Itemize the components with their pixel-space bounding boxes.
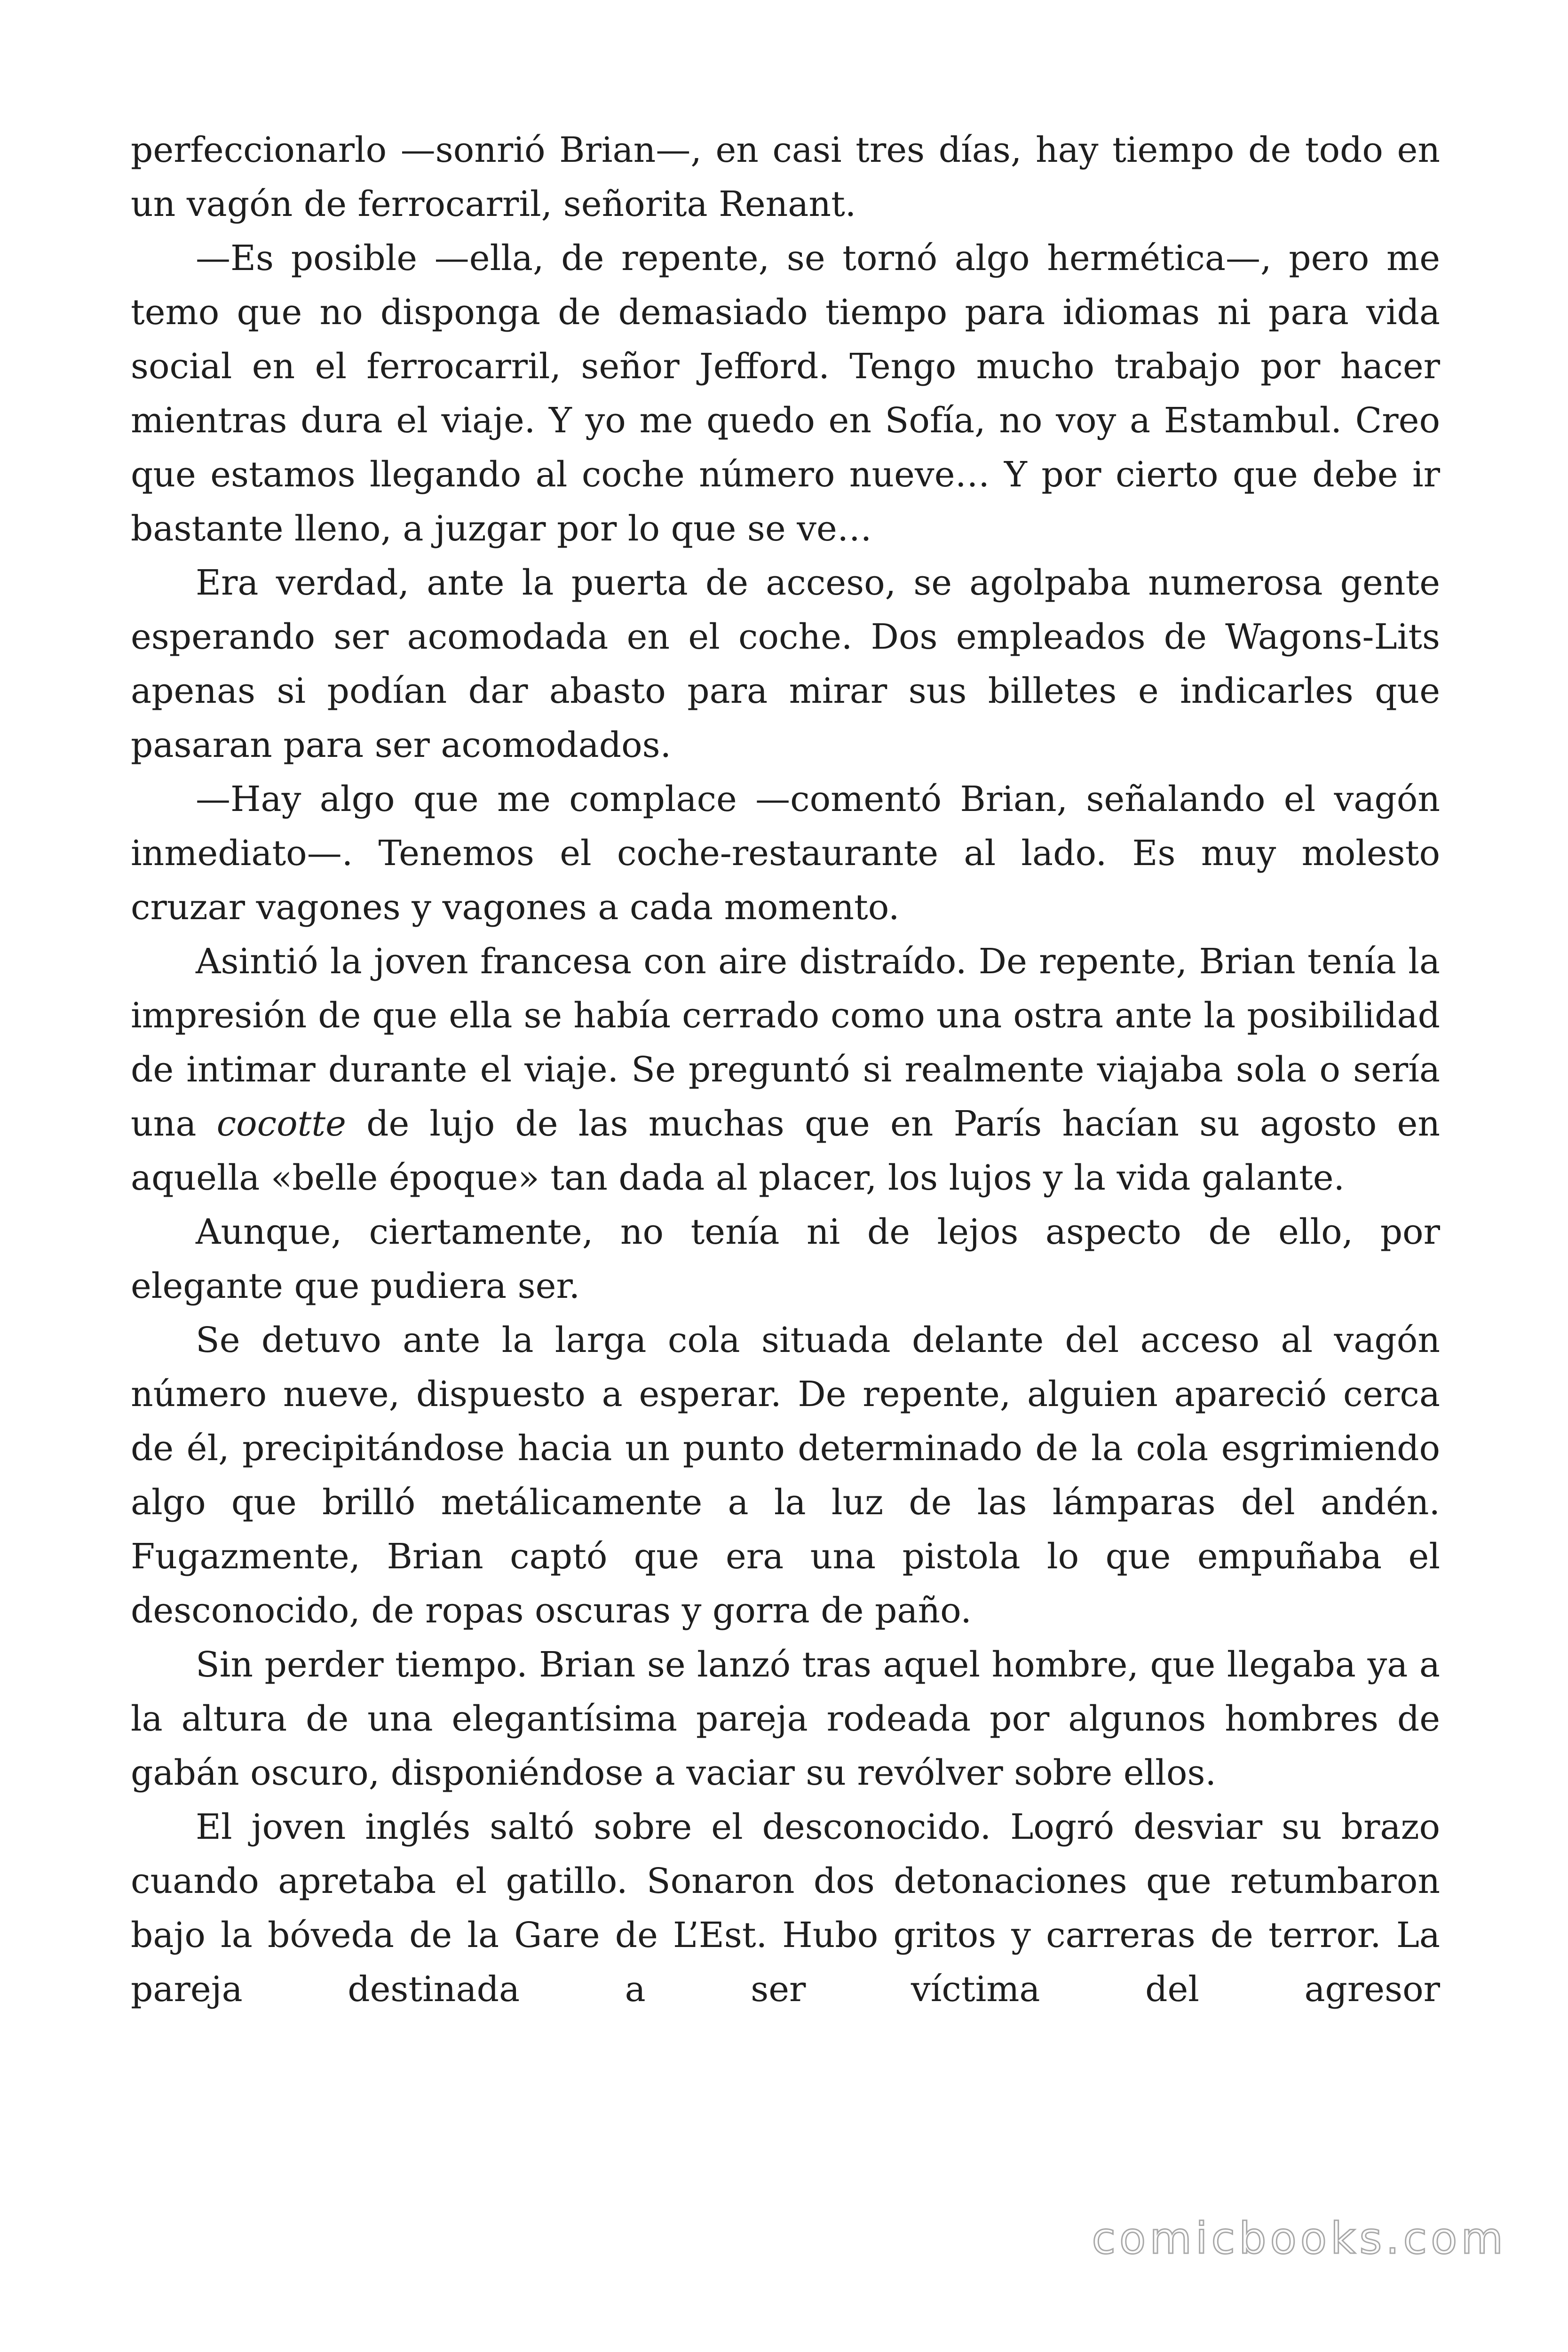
paragraph-5-text-before: Asintió la joven francesa con aire distraído. De repente, Brian tenía la impresión de que ella se había cerrado como una ostra ante la posibilidad de intimar durante el viaje. Se preguntó si realmente viajaba sola o sería una xyxy=(131,941,1440,1144)
paragraph-7: Se detuvo ante la larga cola situada delante del acceso al vagón número nueve, dispuesto a esperar. De repente, alguien apareció cerca de él, precipitándose hacia un punto determinado de la cola esgrimiendo algo que brilló metálicamente a la luz de las lámparas del andén. Fugazmente, Brian captó que era una pistola lo que empuñaba el desconocido, de ropas oscuras y gorra de paño. xyxy=(131,1320,1440,1631)
watermark: comicbooks.com xyxy=(1092,2213,1507,2264)
paragraph-5 xyxy=(131,935,1440,1205)
paragraph-5-emphasis: cocotte xyxy=(216,1104,346,1144)
paragraph-8: Sin perder tiempo. Brian se lanzó tras aquel hombre, que llegaba ya a la altura de una elegantísima pareja rodeada por algunos hombres de gabán oscuro, disponiéndose a vaciar su revólver sobre ellos. xyxy=(131,1645,1440,1793)
paragraph-4: —Hay algo que me complace —comentó Brian, señalando el vagón inmediato—. Tenemos el coche-restaurante al lado. Es muy molesto cruzar vagones y vagones a cada momento. xyxy=(131,779,1440,928)
paragraph-2: —Es posible —ella, de repente, se tornó algo hermética—, pero me temo que no disponga de demasiado tiempo para idiomas ni para vida social en el ferrocarril, señor Jefford. Tengo mucho trabajo por hacer mientras dura el viaje. Y yo me quedo en Sofía, no voy a Estambul. Creo que estamos llegando al coche número nueve… Y por cierto que debe ir bastante lleno, a juzgar por lo que se ve… xyxy=(131,238,1440,549)
page-text-block xyxy=(131,123,1440,2017)
paragraph-5-text-after: de lujo de las muchas que en París hacían su agosto en aquella «belle époque» tan dada al placer, los lujos y la vida galante. xyxy=(131,1104,1440,1198)
paragraph-1: perfeccionarlo —sonrió Brian—, en casi tres días, hay tiempo de todo en un vagón de ferrocarril, señorita Renant. xyxy=(131,130,1440,224)
paragraph-9: El joven inglés saltó sobre el desconocido. Logró desviar su brazo cuando apretaba el gatillo. Sonaron dos detonaciones que retumbaron bajo la bóveda de la Gare de L’Est. Hubo gritos y carreras de terror. La pareja destinada a ser víctima del agresor xyxy=(131,1807,1440,2010)
paragraph-6: Aunque, ciertamente, no tenía ni de lejos aspecto de ello, por elegante que pudiera ser. xyxy=(131,1212,1440,1306)
paragraph-3: Era verdad, ante la puerta de acceso, se agolpaba numerosa gente esperando ser acomodada en el coche. Dos empleados de Wagons-Lits apenas si podían dar abasto para mirar sus billetes e indicarles que pasaran para ser acomodados. xyxy=(131,563,1440,765)
